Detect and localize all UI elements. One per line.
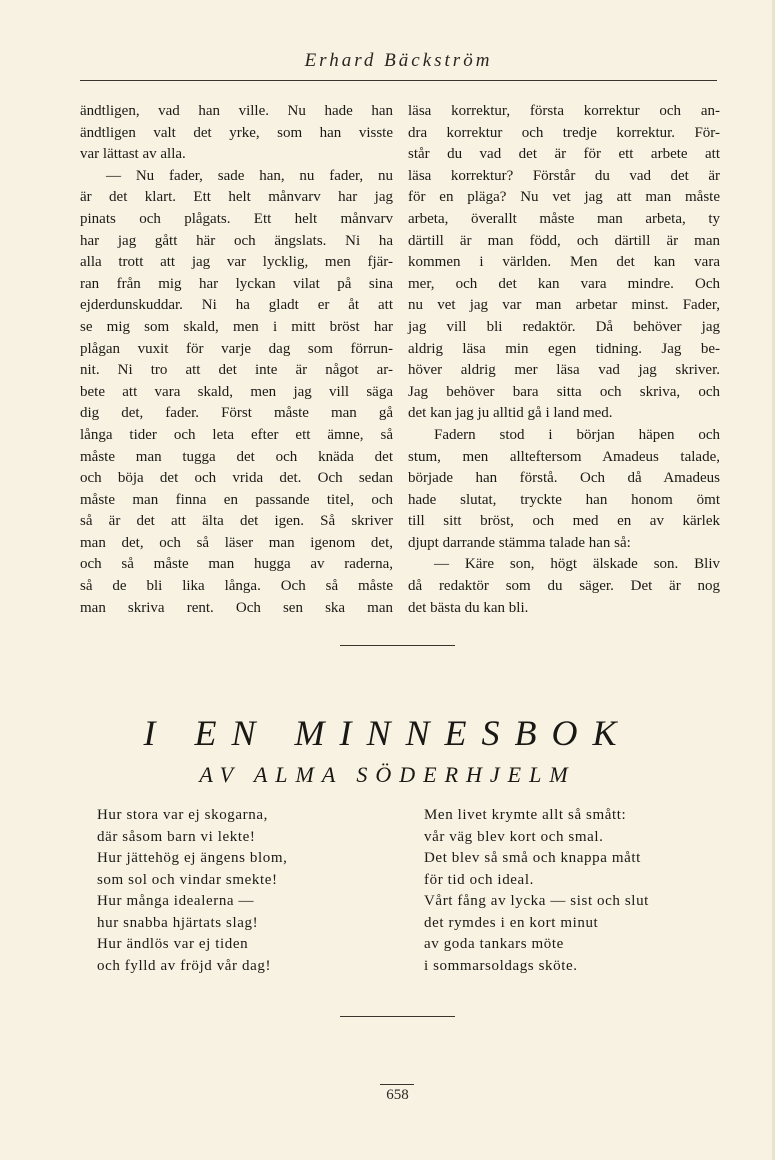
prose-line: mer, och det kan vara mindre. Och	[408, 275, 720, 292]
prose-line: plågan vuxit för varje dag som förrun-	[80, 340, 393, 357]
poem-stanza-left	[97, 805, 288, 977]
prose-line: det kan jag ju alltid gå i land med.	[408, 405, 613, 422]
poem-line: av goda tankars möte	[424, 936, 564, 952]
prose-line: Jag behöver bara sitta och skriva, och	[408, 383, 720, 400]
prose-line: och böja det och vrida det. Och sedan	[80, 470, 393, 487]
prose-line: alla trott att jag var lycklig, men fjär-	[80, 254, 393, 271]
prose-column-right	[408, 101, 720, 619]
poem-line: i sommarsoldags sköte.	[424, 957, 578, 974]
prose-line: och så måste man hugga av raderna,	[80, 556, 393, 573]
prose-line: man det, och så läser man igenom det,	[80, 534, 393, 551]
poem-stanza-right	[424, 805, 649, 977]
prose-line: började han förstå. Och då Amadeus	[408, 470, 720, 487]
poem-line: som sol och vindar smekte!	[97, 871, 278, 888]
prose-line: — Käre son, högt älskade son. Bliv	[434, 556, 720, 573]
poem-author-line: AV ALMA SÖDERHJELM	[199, 762, 576, 787]
prose-line: då redaktör som du säger. Det är nog	[408, 578, 720, 595]
poem-line: Hur stora var ej skogarna,	[97, 807, 268, 823]
prose-line: måste man tugga det och knäda det	[80, 448, 393, 465]
prose-line: bete att vara skald, men jag vill säga	[80, 383, 393, 400]
prose-line: var lättast av alla.	[80, 146, 186, 163]
poem-line: Det blev så små och knappa mått	[424, 850, 641, 866]
prose-line: nit. Ni tro att det inte är något ar-	[80, 362, 393, 379]
prose-line: ejderdunskuddar. Ni ha gladt er åt att	[80, 297, 393, 314]
prose-line: nu vet jag var man arbetar minst. Fader,	[408, 297, 720, 314]
prose-line: se mig som skald, men i mitt bröst har	[80, 318, 393, 335]
prose-line: långa tider och leta efter ett ämne, så	[80, 426, 393, 443]
prose-line: det bästa du kan bli.	[408, 599, 529, 616]
prose-line: stum, men allteftersom Amadeus talade,	[408, 448, 720, 465]
poem-line: Vårt fång av lycka — sist och slut	[424, 893, 649, 909]
prose-line: måste man finna en passande titel, och	[80, 491, 393, 508]
prose-line: är det klart. Ett helt månvarv har jag	[80, 189, 393, 206]
prose-line: — Nu fader, sade han, nu fader, nu	[106, 167, 393, 184]
running-head: Erhard Bäckström	[304, 50, 493, 71]
poem-title: I EN MINNESBOK	[143, 713, 632, 753]
section-divider-top	[340, 645, 455, 646]
prose-line: ändtligen valt det yrke, som han visste	[80, 124, 393, 141]
prose-line: ran från mig har lyckan vilat på sina	[80, 275, 393, 292]
prose-line: ändtligen, vad han ville. Nu hade han	[80, 103, 393, 119]
poem-line: hur snabba hjärtats slag!	[97, 914, 259, 931]
prose-line: läsa korrektur? Förstår du vad det är	[408, 167, 720, 184]
prose-line: kommen i världen. Men det kan vara	[408, 254, 720, 271]
prose-line: därtill är man född, och därtill är man	[408, 232, 720, 249]
poem-line: Hur ändlös var ej tiden	[97, 936, 249, 952]
prose-line: dig det, fader. Först måste man gå	[80, 405, 393, 422]
prose-line: så är det att älta det igen. Så skriver	[80, 513, 393, 530]
poem-line: Men livet krymte allt så smått:	[424, 807, 627, 823]
prose-line: för en pläga? Nu vet jag att man måste	[408, 189, 720, 206]
prose-line: djupt darrande stämma talade han så:	[408, 534, 631, 551]
poem-line: och fylld av fröjd vår dag!	[97, 957, 272, 974]
prose-line: man skriva rent. Och sen ska man	[80, 599, 393, 616]
prose-line: hade slutat, tryckte han honom ömt	[408, 491, 720, 508]
page-number: 658	[386, 1087, 409, 1103]
prose-line: dra korrektur och tredje korrektur. För-	[408, 124, 720, 141]
poem-line: Hur många idealerna —	[97, 893, 255, 909]
poem-line: det rymdes i en kort minut	[424, 914, 599, 931]
prose-line: läsa korrektur, första korrektur och an-	[408, 103, 720, 119]
prose-column-left	[80, 101, 393, 619]
prose-line: jag vill bli redaktör. Då behöver jag	[408, 318, 720, 335]
section-divider-bottom	[340, 1016, 455, 1017]
poem-line: för tid och ideal.	[424, 871, 534, 888]
page-number-rule	[380, 1084, 414, 1085]
prose-line: till sitt bröst, och med en av kärlek	[408, 513, 720, 530]
header-rule	[80, 80, 717, 81]
prose-line: så de bli lika långa. Och så måste	[80, 578, 393, 595]
poem-line: där såsom barn vi lekte!	[97, 828, 256, 845]
prose-line: Fadern stod i början häpen och	[434, 426, 720, 443]
poem-line: vår väg blev kort och smal.	[424, 828, 604, 845]
prose-line: pinats och plågats. Ett helt månvarv	[80, 210, 393, 227]
prose-line: står du vad det är för ett arbete att	[408, 146, 720, 163]
prose-line: har jag gått här och ängslats. Ni ha	[80, 232, 393, 249]
prose-line: höver aldrig mer läsa vad jag skriver.	[408, 362, 720, 379]
prose-line: arbeta, överallt måste man arbeta, ty	[408, 210, 720, 227]
poem-line: Hur jättehög ej ängens blom,	[97, 850, 288, 866]
prose-line: aldrig läsa min egen tidning. Jag be-	[408, 340, 720, 357]
